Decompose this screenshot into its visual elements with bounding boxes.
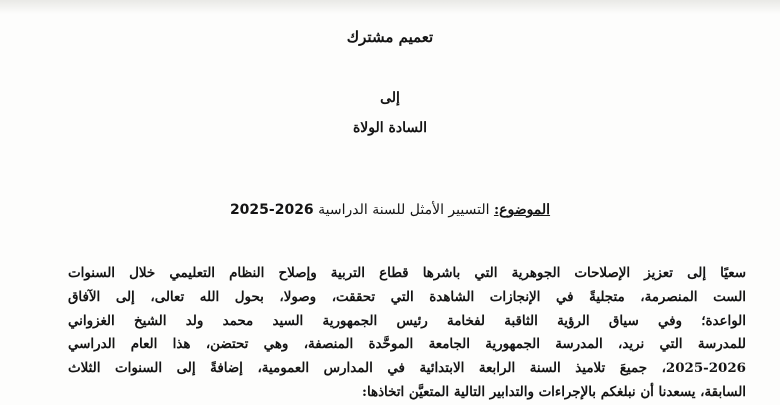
- subject-text: التسيير الأمثل للسنة الدراسية: [318, 202, 490, 218]
- subject-line: [0, 202, 780, 218]
- subject-year: 2025-2026: [229, 202, 314, 218]
- subject-label: الموضوع:: [493, 202, 551, 218]
- body-line-3: الواعدة؛ وفي سياق الرؤية الثاقبة لفخامة رئيس الجمهورية السيد محمد ولد الشيخ الغزواني: [68, 312, 746, 329]
- body-line-4: للمدرسة التي نريد، المدرسة الجمهورية الجامعة الموحَّدة المنصفة، وهي تحتضن، هذا العام الدراسي: [68, 336, 746, 353]
- circular-title: تعميم مشترك: [346, 28, 434, 46]
- body-paragraph: [68, 262, 746, 405]
- to-label: إلى: [380, 90, 400, 106]
- body-line-6: السابقة، يسعدنا أن نبلغكم بالإجراءات والتدابير التالية المتعيَّن اتخاذها:: [362, 383, 746, 400]
- body-line-5: 2025-2026، جميعَ تلاميذ السنة الرابعة الابتدائية في المدارس العمومية، إضافةً إلى السنوات الثلاث: [68, 360, 746, 377]
- body-line-2: الست المنصرمة، متجليةً في الإنجازات الشاهدة التي تحققت، وصولا، بحول الله تعالى، إلى الآفاق: [68, 288, 746, 305]
- scan-edge-shadow: [0, 0, 780, 14]
- recipients-line: السادة الولاة: [352, 120, 428, 136]
- body-line-1: سعيًا إلى تعزيز الإصلاحات الجوهرية التي باشرها قطاع التربية وإصلاح النظام التعليمي خلال السنوات: [68, 265, 746, 281]
